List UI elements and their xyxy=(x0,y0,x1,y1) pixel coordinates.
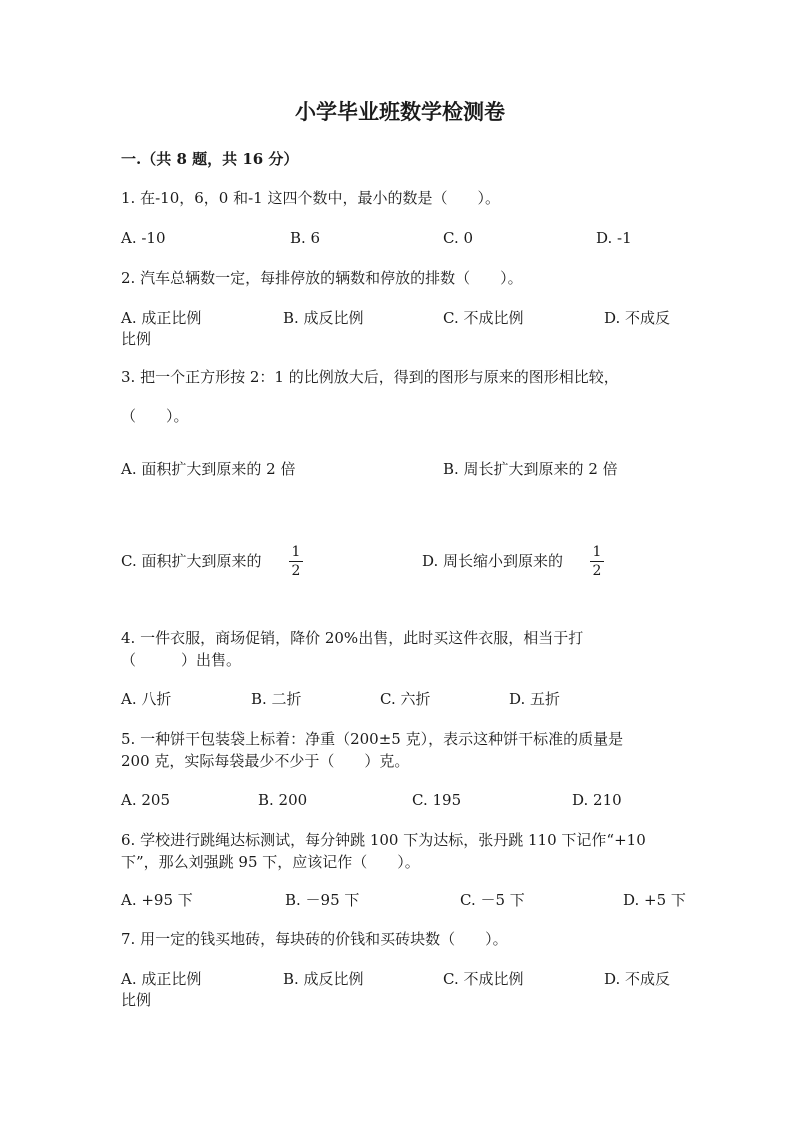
question-3-option-a: A. 面积扩大到原来的 2 倍 xyxy=(121,460,296,478)
question-1-option-c: C. 0 xyxy=(443,229,474,247)
question-1-option-d: D. -1 xyxy=(596,229,632,247)
question-6-option-b: B. －95 下 xyxy=(285,891,360,909)
fraction-bar xyxy=(289,561,303,562)
question-6-stem-line-2: 下”，那么刘强跳 95 下，应该记作（ ）。 xyxy=(121,853,420,871)
fraction-numerator: 1 xyxy=(592,544,602,560)
fraction-denominator: 2 xyxy=(592,563,602,579)
question-5-stem-line-1: 5. 一种饼干包装袋上标着：净重（200±5 克），表示这种饼干标准的质量是 xyxy=(121,730,624,748)
section-heading: 一.（共 8 题，共 16 分） xyxy=(121,150,299,168)
fraction-bar xyxy=(590,561,604,562)
question-5-stem-line-2: 200 克，实际每袋最少不少于（ ）克。 xyxy=(121,752,410,770)
question-2-option-d-wrap: 比例 xyxy=(121,330,152,348)
question-2-stem: 2. 汽车总辆数一定，每排停放的辆数和停放的排数（ ）。 xyxy=(121,269,523,287)
question-3-stem-line-1: 3. 把一个正方形按 2：1 的比例放大后，得到的图形与原来的图形相比较， xyxy=(121,368,619,386)
question-4-stem-line-1: 4. 一件衣服，商场促销，降价 20%出售，此时买这件衣服，相当于打 xyxy=(121,629,584,647)
question-4-option-a: A. 八折 xyxy=(121,690,172,708)
question-7-option-b: B. 成反比例 xyxy=(283,970,364,988)
question-7-option-a: A. 成正比例 xyxy=(121,970,202,988)
question-2-option-b: B. 成反比例 xyxy=(283,309,364,327)
question-6-stem-line-1: 6. 学校进行跳绳达标测试，每分钟跳 100 下为达标，张丹跳 110 下记作“+10 xyxy=(121,831,646,849)
fraction-denominator: 2 xyxy=(291,563,301,579)
question-4-option-c: C. 六折 xyxy=(380,690,431,708)
question-6-option-d: D. +5 下 xyxy=(623,891,686,909)
question-1-option-b: B. 6 xyxy=(290,229,321,247)
question-7-stem: 7. 用一定的钱买地砖，每块砖的价钱和买砖块数（ ）。 xyxy=(121,930,508,948)
question-4-option-b: B. 二折 xyxy=(251,690,302,708)
question-2-option-d: D. 不成反 xyxy=(604,309,671,327)
question-2-option-a: A. 成正比例 xyxy=(121,309,202,327)
question-7-option-d-wrap: 比例 xyxy=(121,991,152,1009)
question-7-option-d: D. 不成反 xyxy=(604,970,671,988)
question-5-option-d: D. 210 xyxy=(572,791,622,809)
question-4-stem-line-2: （ ）出售。 xyxy=(121,651,242,669)
question-3-option-d-fraction xyxy=(590,544,604,579)
question-1-option-a: A. -10 xyxy=(121,229,166,247)
question-3-option-c: C. 面积扩大到原来的 xyxy=(121,552,262,570)
question-5-option-b: B. 200 xyxy=(258,791,308,809)
page-title: 小学毕业班数学检测卷 xyxy=(295,99,505,124)
question-3-stem-line-2: （ ）。 xyxy=(121,407,189,425)
question-6-option-a: A. +95 下 xyxy=(121,891,193,909)
question-5-option-c: C. 195 xyxy=(412,791,462,809)
question-4-option-d: D. 五折 xyxy=(509,690,561,708)
fraction-numerator: 1 xyxy=(291,544,301,560)
question-5-option-a: A. 205 xyxy=(121,791,170,809)
question-1-stem: 1. 在-10，6，0 和-1 这四个数中，最小的数是（ ）。 xyxy=(121,189,500,207)
question-6-option-c: C. －5 下 xyxy=(460,891,525,909)
question-7-option-c: C. 不成比例 xyxy=(443,970,524,988)
question-2-option-c: C. 不成比例 xyxy=(443,309,524,327)
question-3-option-d: D. 周长缩小到原来的 xyxy=(422,552,564,570)
question-3-option-b: B. 周长扩大到原来的 2 倍 xyxy=(443,460,618,478)
question-3-option-c-fraction xyxy=(289,544,303,579)
